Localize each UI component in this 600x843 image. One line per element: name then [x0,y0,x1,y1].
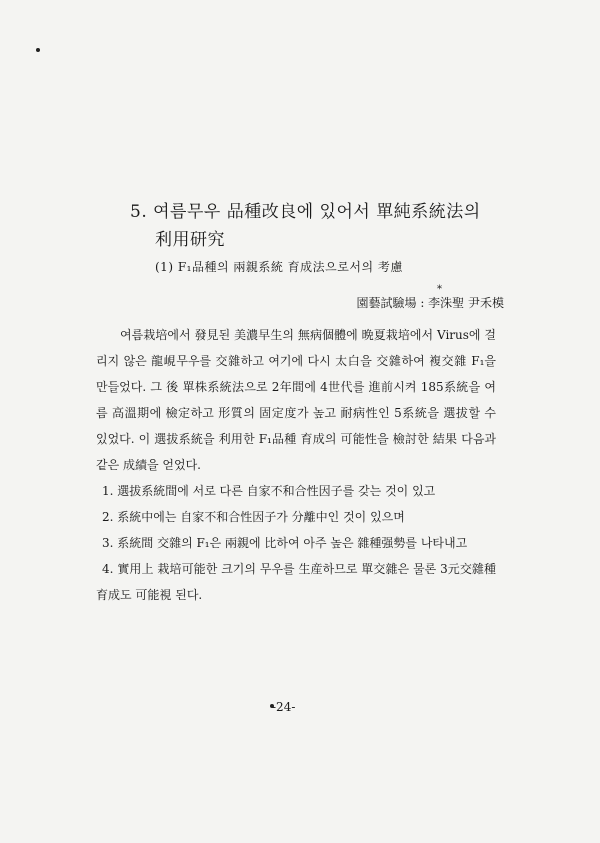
result-item-2: 2. 系統中에는 自家不和合性因子가 分離中인 것이 있으며 [102,510,405,524]
title-line-2: 利用研究 [155,230,225,250]
title-line-1: 5. 여름무우 品種改良에 있어서 單純系統法의 [130,202,481,222]
result-item-1: 1. 選拔系統間에 서로 다른 自家不和合性因子를 갖는 것이 있고 [102,484,436,498]
result-item-3: 3. 系統間 交雜의 F₁은 兩親에 比하여 아주 높은 雜種强勢를 나타내고 [102,536,468,550]
page-number: -24- [272,700,296,714]
author-affiliation: 園藝試驗場 : 李洙聖 尹禾模 [356,296,504,310]
abstract-intro: 여름栽培에서 發見된 美濃早生의 無病個體에 晩夏栽培에서 Virus에 걸리지 않은 龍峴무우를 交雜하고 여기에 다시 太白을 交雜하여 複交雜 F₁을 만들었다. 그 後 單株系統法으로 2年間에 4世代를 進前시켜 185系統을 여름 高溫期에 檢定하고 形質의 固定度가 높고 耐病性인 5系統을 選拔할 수 있었다. 이 選拔系統을 利用한 F₁品種 育成의 可能性을 檢討한 結果 다음과 같은 成績을 얻었다. [96,328,496,472]
paper-subtitle: (1) F₁品種의 兩親系統 育成法으로서의 考慮 [155,260,403,274]
paper-title [130,198,481,254]
author-line [356,284,505,311]
author-footnote-marker: * [437,284,442,295]
result-item-4: 4. 實用上 栽培可能한 크기의 무우를 生産하므로 單交雜은 물론 3元交雜種 育成도 可能視 된다. [96,562,496,602]
scan-speck [36,48,40,52]
abstract-body [96,322,496,608]
